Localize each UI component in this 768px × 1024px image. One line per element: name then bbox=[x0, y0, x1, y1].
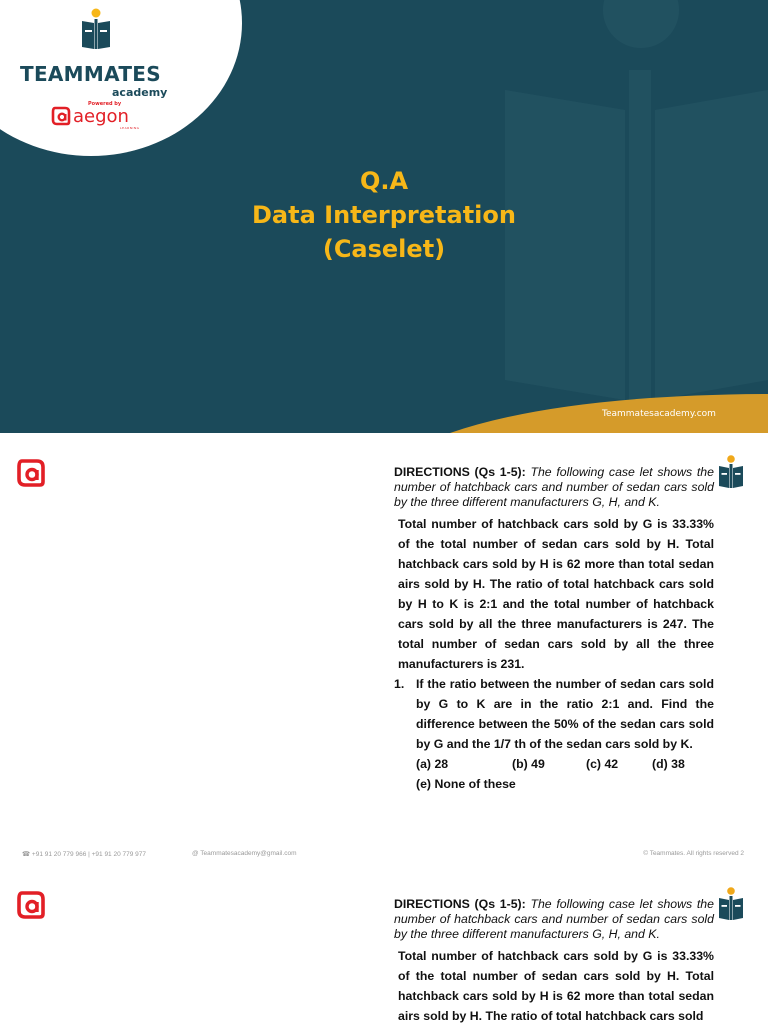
option-a: (a) 28 bbox=[416, 757, 449, 771]
directions bbox=[394, 897, 714, 942]
book-reader-icon bbox=[718, 887, 744, 921]
content-slide-next bbox=[0, 865, 768, 1024]
question-1 bbox=[394, 674, 714, 754]
footer-phone: ☎ +91 91 20 779 966 | +91 91 20 779 977 bbox=[22, 851, 147, 858]
partner-subtitle: LEARNING bbox=[120, 126, 140, 130]
option-b: (b) 49 bbox=[512, 757, 545, 771]
website-label: Teammatesacademy.com bbox=[602, 409, 716, 419]
directions-label: DIRECTIONS (Qs 1-5): bbox=[394, 897, 526, 911]
directions bbox=[394, 465, 714, 510]
title-slide bbox=[0, 0, 768, 433]
question-text: If the ratio between the number of sedan cars sold by G to K are in the ratio 2:1 and. Find the difference between the 50% of the sedan cars sold by G and the 1/7 th of the sedan cars sold by K. bbox=[416, 677, 714, 751]
aegon-a-icon bbox=[16, 458, 46, 488]
brand-subtitle: academy bbox=[112, 86, 168, 99]
footer-copyright: © Teammates. All rights reserved 2 bbox=[643, 850, 744, 857]
option-d: (d) 38 bbox=[652, 757, 685, 771]
phone-icon: ☎ bbox=[22, 851, 32, 858]
question-column bbox=[394, 897, 714, 1024]
partner-name: aegon bbox=[73, 106, 129, 127]
option-e: (e) None of these bbox=[416, 777, 516, 791]
caselet-paragraph: Total number of hatchback cars sold by G is 33.33% of the total number of sedan cars sold by H. Total hatchback cars sold by H is 62 more than total sedan airs sold by H. The ratio of total hatchback cars sold by H to K is 2:1 and the total number of hatchback cars sold by all the three manufacturers is 247. The total number of sedan cars sold by all the three manufacturers is 231. bbox=[398, 517, 714, 671]
directions-text: The following case let shows the number of hatchback cars and number of sedan cars sold by the three different manufacturers G, H, and K. bbox=[394, 465, 714, 509]
brand-name: TEAMMATES bbox=[20, 62, 161, 86]
content-slide bbox=[0, 433, 768, 865]
book-reader-icon bbox=[718, 455, 744, 489]
title-line-1: Q.A bbox=[359, 167, 409, 195]
question-column bbox=[394, 465, 714, 794]
gold-wave-decoration bbox=[0, 0, 768, 433]
option-c: (c) 42 bbox=[586, 757, 619, 771]
question-number: 1. bbox=[394, 677, 405, 691]
caselet-paragraph: Total number of hatchback cars sold by G is 33.33% of the total number of sedan cars sold by H. Total hatchback cars sold by H is 62 more than total sedan airs sold by H. The ratio of total hatchback cars sold bbox=[398, 949, 714, 1023]
powered-by-label: Powered by bbox=[88, 101, 122, 107]
aegon-a-icon bbox=[16, 890, 46, 920]
answer-options bbox=[394, 754, 714, 774]
footer bbox=[0, 848, 768, 862]
title-line-3: (Caselet) bbox=[322, 235, 446, 263]
footer-email: @ Teammatesacademy@gmail.com bbox=[192, 850, 297, 857]
at-icon: @ bbox=[192, 850, 201, 857]
directions-label: DIRECTIONS (Qs 1-5): bbox=[394, 465, 526, 479]
directions-text: The following case let shows the number of hatchback cars and number of sedan cars sold by the three different manufacturers G, H, and K. bbox=[394, 897, 714, 941]
title-line-2: Data Interpretation bbox=[252, 201, 516, 229]
